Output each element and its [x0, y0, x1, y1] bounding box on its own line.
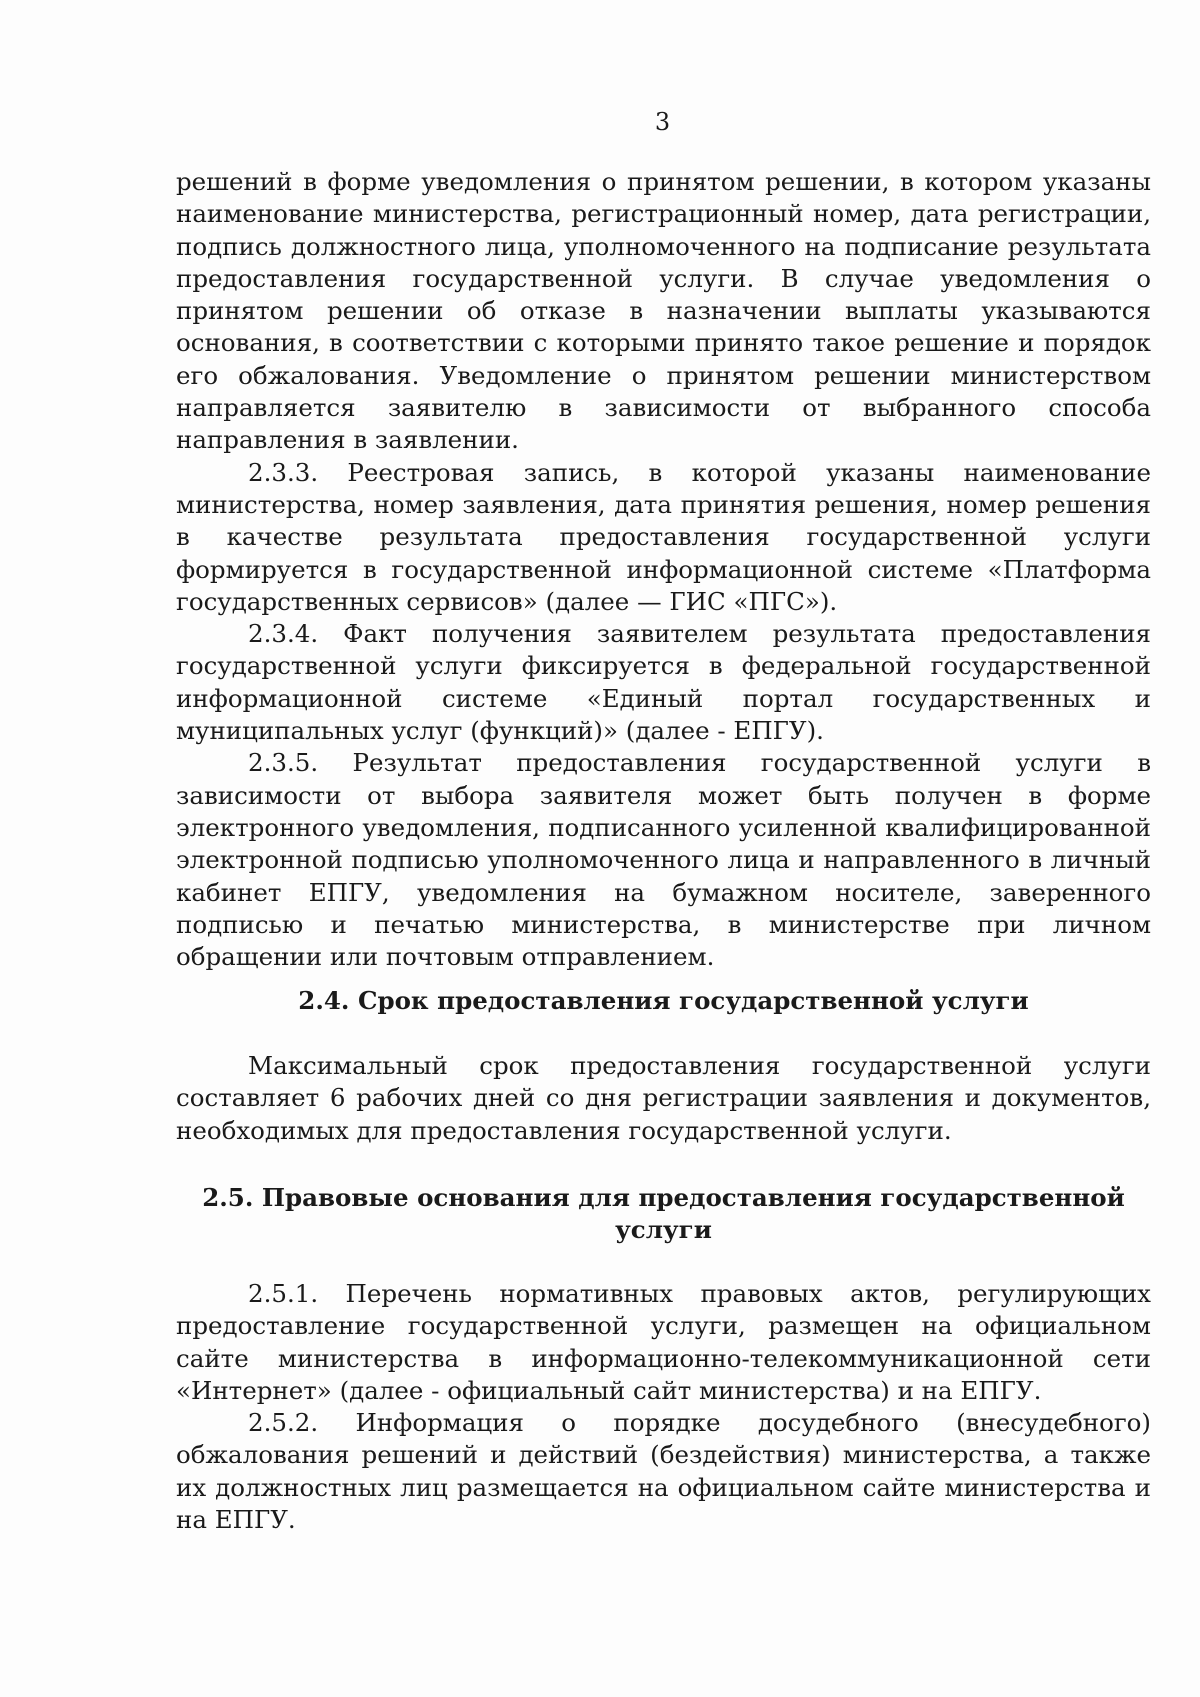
text-block-section-24	[176, 1050, 1151, 1147]
paragraph-2-3-5: 2.3.5. Результат предоставления государственной услуги в зависимости от выбора заявителя может быть получен в форме электронного уведомления, подписанного усиленной квалифицированной электронной подписью уполномоченного лица и направленного в личный кабинет ЕПГУ, уведомления на бумажном носителе, заверенного подписью и печатью министерства, в министерстве при личном обращении или почтовым отправлением.	[176, 748, 1151, 972]
text-block-section-25	[176, 1278, 1151, 1536]
paragraph-max-term: Максимальный срок предоставления государственной услуги составляет 6 рабочих дней со дня регистрации заявления и документов, необходимых для предоставления государственной услуги.	[176, 1051, 1151, 1145]
page-number: 3	[654, 108, 671, 136]
paragraph-2-5-2: 2.5.2. Информация о порядке досудебного (внесудебного) обжалования решений и действий (бездействия) министерства, а также их должностных лиц размещается на официальном сайте министерства и на ЕПГУ.	[176, 1408, 1151, 1535]
paragraph-2-3-4: 2.3.4. Факт получения заявителем результата предоставления государственной услуги фиксируется в федеральной государственной информационной системе «Единый портал государственных и муниципальных услуг (функций)» (далее - ЕПГУ).	[176, 619, 1151, 746]
section-heading-2-5	[176, 1182, 1151, 1247]
paragraph-2-5-1: 2.5.1. Перечень нормативных правовых актов, регулирующих предоставление государственной услуги, размещен на официальном сайте министерства в информационно-телекоммуникационной сети «Интернет» (далее - официальный сайт министерства) и на ЕПГУ.	[176, 1279, 1151, 1405]
section-heading-2-5-line-2: услуги	[615, 1215, 712, 1245]
text-block-section-23	[176, 166, 1151, 973]
section-heading-2-4: 2.4. Срок предоставления государственной услуги	[298, 986, 1029, 1015]
paragraph-notification: решений в форме уведомления о принятом решении, в котором указаны наименование министерства, регистрационный номер, дата регистрации, подпись должностного лица, уполномоченного на подписание результата предоставления государственной услуги. В случае уведомления о принятом решении об отказе в назначении выплаты указываются основания, в соответствии с которыми принято такое решение и порядок его обжалования. Уведомление о принятом решении министерством направляется заявителю в зависимости от выбранного способа направления в заявлении.	[176, 167, 1151, 455]
section-heading-2-5-line-1: 2.5. Правовые основания для предоставления государственной	[202, 1183, 1125, 1212]
paragraph-2-3-3: 2.3.3. Реестровая запись, в которой указаны наименование министерства, номер заявления, дата принятия решения, номер решения в качестве результата предоставления государственной услуги формируется в государственной информационной системе «Платформа государственных сервисов» (далее — ГИС «ПГС»).	[176, 457, 1151, 616]
